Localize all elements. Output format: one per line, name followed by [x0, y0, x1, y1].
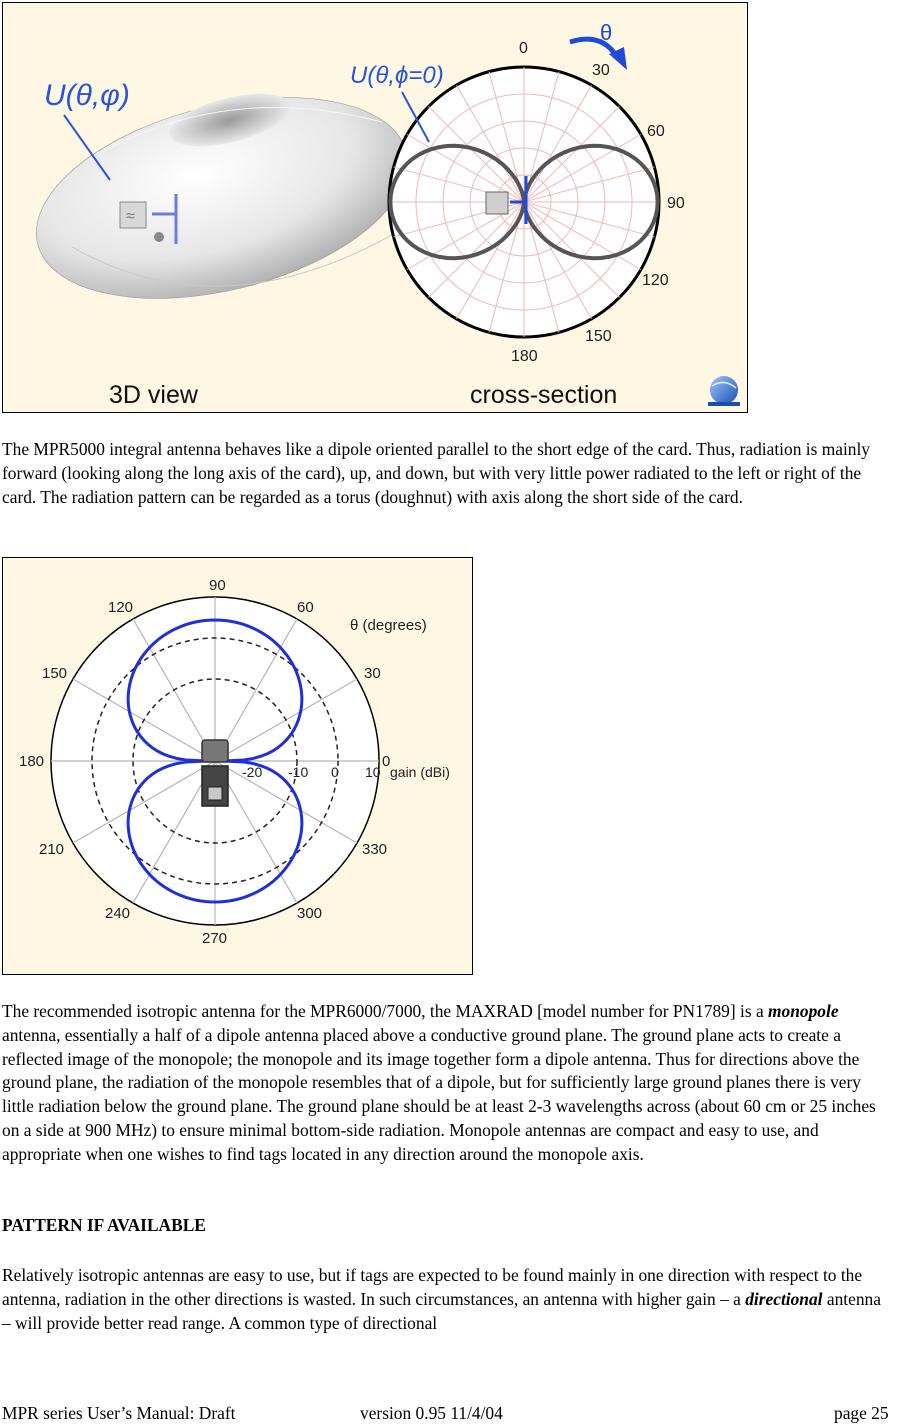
section-heading-pattern: PATTERN IF AVAILABLE [2, 1215, 206, 1235]
angle-label-120: 120 [108, 599, 134, 616]
gain-axis-label: gain (dBi) [390, 764, 450, 780]
paragraph-monopole-description [2, 1000, 892, 1167]
p3-directional-emphasis: directional [745, 1288, 823, 1309]
angle-label-180: 180 [511, 348, 538, 365]
cross-section-polar-plot [389, 67, 659, 337]
angle-label-90: 90 [209, 577, 226, 594]
angle-label-150: 150 [585, 328, 612, 345]
gain-tick-0: 0 [331, 764, 339, 780]
angle-label-180: 180 [19, 753, 45, 770]
p2-text-start: The recommended isotropic antenna for the MPR6000/7000, the MAXRAD [model number for PN1789] is a [2, 1001, 769, 1021]
angle-label-30: 30 [592, 62, 610, 79]
p2-monopole-emphasis: monopole [768, 1001, 839, 1021]
figure-monopole-pattern [2, 557, 473, 975]
gain-tick-10: 10 [365, 764, 381, 780]
p2-text-end: antenna, essentially a half of a dipole antenna placed above a conductive ground plane. The ground plane acts to create a reflected image of the monopole; the monopole and its image together form a dipole antenna. Thus for directions above the ground plane, the radiation of the monopole resembles that of a dipole, but for sufficiently large ground planes there is very little radiation below the ground plane. The ground plane should be at least 2-3 wavelengths across (about 60 cm or 25 inches on a side at 900 MHz) to ensure minimal bottom-side radiation. Monopole antennas are compact and easy to use, and appropriate when one wishes to find tags located in any direction around the monopole axis. [2, 1024, 876, 1164]
antenna-icon-monopole [202, 740, 228, 806]
theta-degrees-label: θ (degrees) [350, 617, 427, 634]
p3-text-start: Relatively isotropic antennas are easy to use, but if tags are expected to be found mainly in one direction with respect to the antenna, radiation in the other directions is wasted. In such circumstances, an antenna with higher gain – a [2, 1265, 863, 1309]
angle-label-0: 0 [382, 753, 391, 770]
paragraph-dipole-description: The MPR5000 integral antenna behaves like a dipole oriented parallel to the short edge of the card. Thus, radiation is mainly forward (looking along the long axis of the card), up, and down, but with very little power radiated to the left or right of the card. The radiation pattern can be regarded as a torus (doughnut) with axis along the short side of the card. [2, 439, 870, 507]
formula-3d-label: U(θ,φ) [44, 79, 130, 112]
footer-manual-title: MPR series User’s Manual: Draft [2, 1403, 236, 1423]
figure-torus-svg [2, 2, 748, 413]
angle-label-150: 150 [42, 665, 68, 682]
footer-page-number: page 25 [834, 1403, 889, 1423]
paragraph-directional-intro [2, 1264, 892, 1335]
angle-label-330: 330 [362, 841, 388, 858]
gain-tick-minus10: -10 [288, 764, 309, 780]
figure-torus-pattern [2, 2, 748, 413]
angle-label-210: 210 [39, 841, 65, 858]
caption-3d-view: 3D view [109, 381, 198, 409]
angle-label-30: 30 [364, 665, 381, 682]
angle-label-270: 270 [202, 930, 228, 947]
footer-version: version 0.95 11/4/04 [360, 1403, 503, 1423]
p3-text-end: antenna – will provide better read range. A common type of directional [2, 1288, 881, 1333]
angle-label-60: 60 [297, 599, 314, 616]
angle-label-60: 60 [647, 123, 665, 140]
angle-label-240: 240 [105, 905, 131, 922]
caption-cross-section: cross-section [470, 381, 618, 409]
figure-monopole-svg [2, 557, 473, 975]
angle-label-120: 120 [642, 272, 669, 289]
antenna-icon-cross [486, 192, 508, 214]
svg-text:≈: ≈ [126, 208, 135, 225]
angle-label-90: 90 [667, 195, 685, 212]
angle-label-0: 0 [519, 40, 528, 57]
angle-label-300: 300 [297, 905, 323, 922]
theta-symbol: θ [600, 20, 613, 45]
formula-cross-label: U(θ,ϕ=0) [350, 62, 444, 89]
gain-tick-minus20: -20 [242, 764, 263, 780]
